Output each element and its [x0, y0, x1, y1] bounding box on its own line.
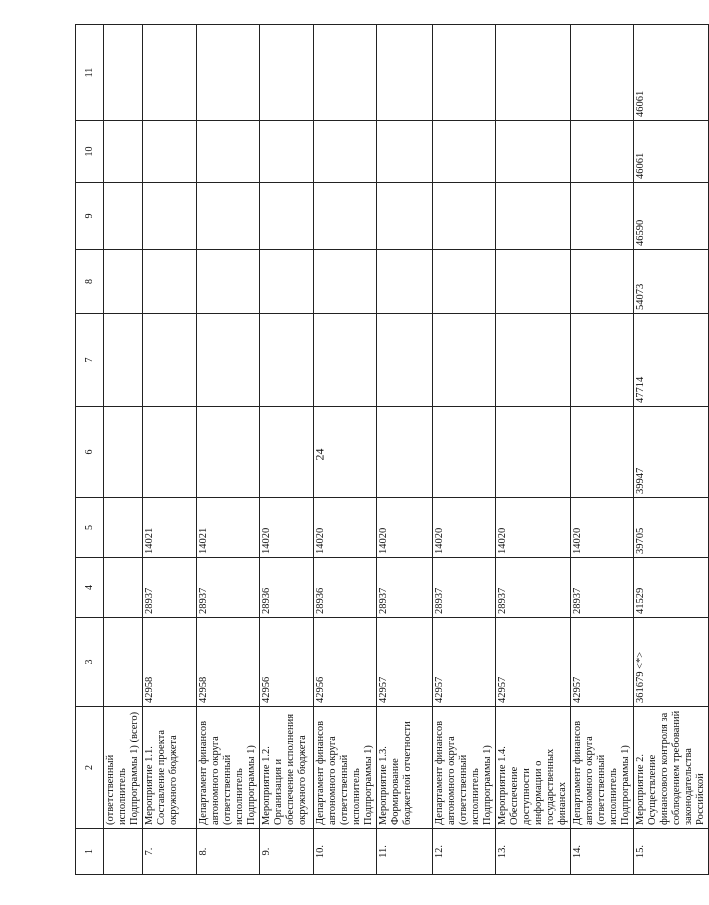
value-cell — [377, 250, 433, 314]
value-cell: 42956 — [260, 618, 314, 707]
header-cell: 5 — [76, 498, 104, 558]
value-cell — [377, 25, 433, 121]
value-cell — [571, 25, 634, 121]
value-cell: 28937 — [433, 558, 496, 618]
value-cell: 28937 — [377, 558, 433, 618]
value-cell — [197, 183, 260, 250]
value-cell — [496, 25, 571, 121]
value-cell — [433, 250, 496, 314]
value-cell: 14021 — [197, 498, 260, 558]
header-cell: 1 — [76, 829, 104, 875]
value-cell: 42957 — [496, 618, 571, 707]
value-cell: 28937 — [571, 558, 634, 618]
value-cell — [143, 121, 197, 183]
table-row — [496, 25, 571, 875]
value-cell: 42958 — [143, 618, 197, 707]
value-cell: 14020 — [377, 498, 433, 558]
header-cell: 4 — [76, 558, 104, 618]
value-cell — [260, 25, 314, 121]
header-cell: 11 — [76, 25, 104, 121]
value-cell: 42957 — [571, 618, 634, 707]
page-number: 24 — [312, 448, 327, 461]
value-cell — [143, 314, 197, 407]
value-cell — [197, 25, 260, 121]
value-cell: 14020 — [260, 498, 314, 558]
value-cell — [260, 121, 314, 183]
value-cell — [433, 25, 496, 121]
row-number-cell: 8. — [197, 829, 260, 875]
value-cell: 28937 — [197, 558, 260, 618]
table-row — [197, 25, 260, 875]
value-cell — [143, 183, 197, 250]
value-cell — [496, 314, 571, 407]
table-row — [571, 25, 634, 875]
value-cell — [314, 314, 377, 407]
row-number-cell: 11. — [377, 829, 433, 875]
value-cell — [377, 121, 433, 183]
value-cell — [104, 121, 143, 183]
value-cell — [143, 250, 197, 314]
value-cell: 46590 — [634, 183, 709, 250]
header-cell: 10 — [76, 121, 104, 183]
value-cell: 28936 — [314, 558, 377, 618]
value-cell — [496, 183, 571, 250]
value-cell — [314, 407, 377, 498]
row-number-cell: 15. — [634, 829, 709, 875]
row-number-cell: 7. — [143, 829, 197, 875]
row-number-cell: 12. — [433, 829, 496, 875]
value-cell: 46061 — [634, 25, 709, 121]
value-cell — [571, 314, 634, 407]
value-cell: 14020 — [433, 498, 496, 558]
value-cell — [260, 407, 314, 498]
value-cell — [197, 407, 260, 498]
description-cell: Департамент финансов автономного округа (ответственный исполнитель Подпрограммы 1) — [197, 707, 260, 829]
value-cell: 54073 — [634, 250, 709, 314]
value-cell — [197, 250, 260, 314]
value-cell: 47714 — [634, 314, 709, 407]
description-cell: Мероприятие 1.4. Обеспечение доступности информации о государственных финансах — [496, 707, 571, 829]
value-cell: 41529 — [634, 558, 709, 618]
value-cell: 42957 — [377, 618, 433, 707]
value-cell: 28937 — [496, 558, 571, 618]
table-row — [314, 25, 377, 875]
value-cell — [143, 407, 197, 498]
value-cell — [314, 183, 377, 250]
value-cell — [571, 250, 634, 314]
value-cell — [571, 183, 634, 250]
value-cell — [433, 314, 496, 407]
table-row — [634, 25, 709, 875]
rotated-table-container — [75, 25, 706, 875]
description-cell: Мероприятие 2. Осуществление финансового контроля за соблюдением требований законодательства Российской — [634, 707, 709, 829]
description-cell: Департамент финансов автономного округа (ответственный исполнитель Подпрограммы 1) — [571, 707, 634, 829]
value-cell — [260, 250, 314, 314]
header-cell: 7 — [76, 314, 104, 407]
value-cell — [104, 498, 143, 558]
value-cell — [104, 618, 143, 707]
row-number-cell: 9. — [260, 829, 314, 875]
description-cell: Департамент финансов автономного округа (ответственный исполнитель Подпрограммы 1) — [433, 707, 496, 829]
value-cell — [496, 121, 571, 183]
value-cell — [314, 25, 377, 121]
value-cell — [571, 407, 634, 498]
header-row — [76, 25, 104, 875]
row-number-cell: 14. — [571, 829, 634, 875]
description-cell: Департамент финансов автономного округа (ответственный исполнитель Подпрограммы 1) — [314, 707, 377, 829]
value-cell: 39947 — [634, 407, 709, 498]
row-number-cell — [104, 829, 143, 875]
description-cell: Мероприятие 1.1. Составление проекта окружного бюджета — [143, 707, 197, 829]
value-cell — [260, 183, 314, 250]
value-cell — [433, 183, 496, 250]
value-cell: 46061 — [634, 121, 709, 183]
value-cell — [571, 121, 634, 183]
value-cell: 28937 — [143, 558, 197, 618]
value-cell — [197, 314, 260, 407]
value-cell — [104, 314, 143, 407]
row-number-cell: 13. — [496, 829, 571, 875]
description-cell: (ответственный исполнитель Подпрограммы 1) (всего) — [104, 707, 143, 829]
value-cell: 42956 — [314, 618, 377, 707]
table-row — [104, 25, 143, 875]
value-cell: 14021 — [143, 498, 197, 558]
table-row — [377, 25, 433, 875]
value-cell: 361679 <*> — [634, 618, 709, 707]
value-cell — [314, 250, 377, 314]
table-row — [433, 25, 496, 875]
value-cell — [104, 250, 143, 314]
value-cell: 14020 — [314, 498, 377, 558]
value-cell — [314, 121, 377, 183]
value-cell — [377, 407, 433, 498]
value-cell — [197, 121, 260, 183]
value-cell — [433, 407, 496, 498]
row-number-cell: 10. — [314, 829, 377, 875]
value-cell: 14020 — [496, 498, 571, 558]
header-cell: 9 — [76, 183, 104, 250]
header-cell: 6 — [76, 407, 104, 498]
header-cell: 8 — [76, 250, 104, 314]
value-cell — [496, 407, 571, 498]
table-row — [260, 25, 314, 875]
header-cell: 2 — [76, 707, 104, 829]
value-cell: 39705 — [634, 498, 709, 558]
value-cell — [377, 314, 433, 407]
value-cell — [433, 121, 496, 183]
value-cell: 14020 — [571, 498, 634, 558]
budget-table — [75, 24, 709, 875]
value-cell — [377, 183, 433, 250]
value-cell — [260, 314, 314, 407]
value-cell — [496, 250, 571, 314]
value-cell — [104, 407, 143, 498]
table-row — [143, 25, 197, 875]
value-cell: 28936 — [260, 558, 314, 618]
description-cell: Мероприятие 1.3. Формирование бюджетной отчетности — [377, 707, 433, 829]
description-cell: Мероприятие 1.2. Организация и обеспечение исполнения окружного бюджета — [260, 707, 314, 829]
value-cell — [143, 25, 197, 121]
value-cell — [104, 558, 143, 618]
value-cell: 42958 — [197, 618, 260, 707]
header-cell: 3 — [76, 618, 104, 707]
value-cell — [104, 183, 143, 250]
value-cell: 42957 — [433, 618, 496, 707]
value-cell — [104, 25, 143, 121]
